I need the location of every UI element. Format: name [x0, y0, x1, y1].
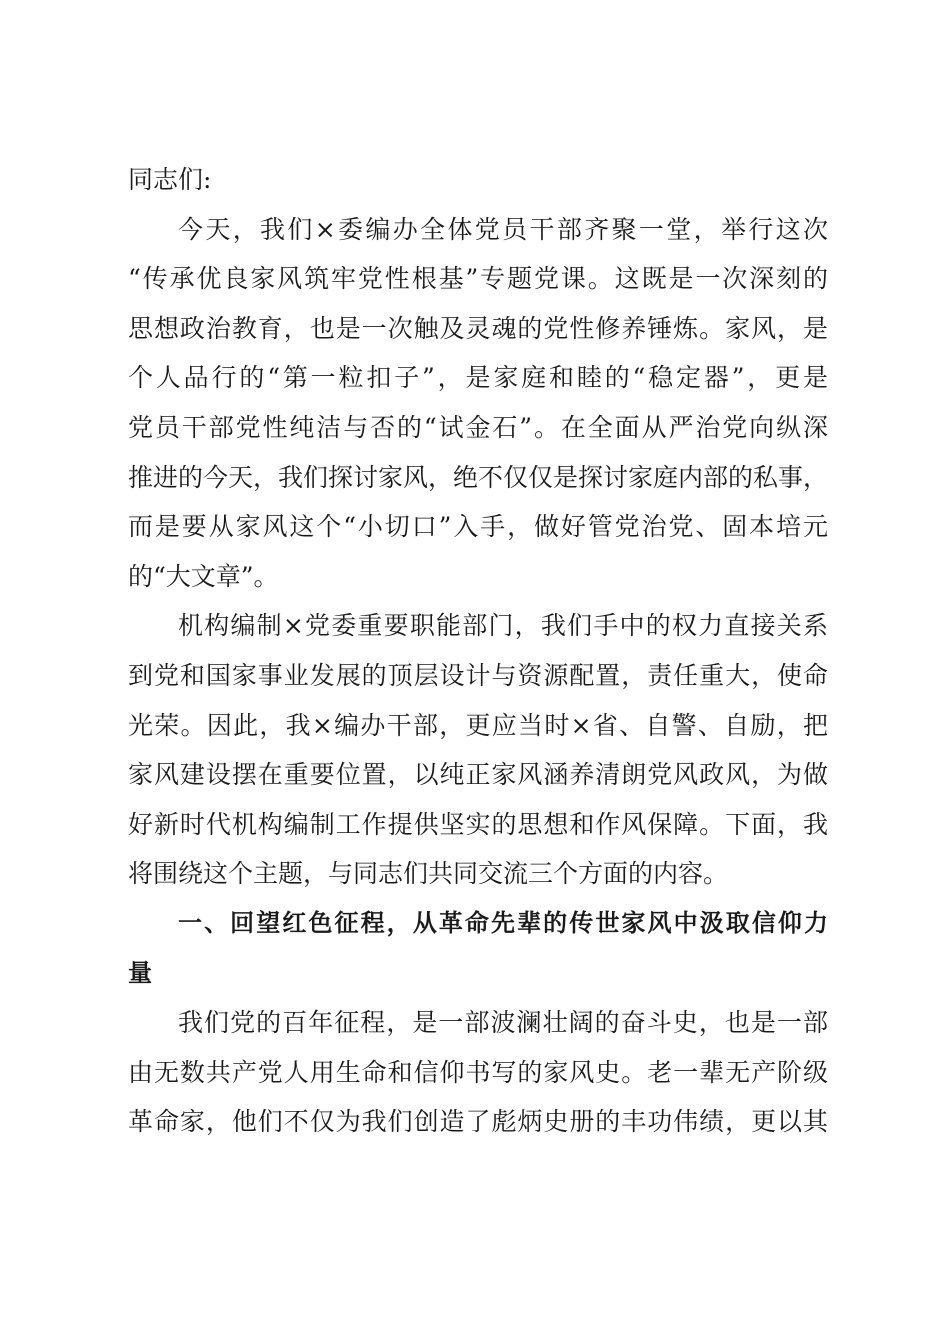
text-line: 思想政治教育，也是一次触及灵魂的党性修养锤炼。家风，是 [128, 313, 828, 343]
text-line: 我们党的百年征程，是一部波澜壮阔的奋斗史，也是一部 [178, 1008, 828, 1038]
document-body [128, 155, 828, 1147]
heading-line: 一、回望红色征程，从革命先辈的传世家风中汲取信仰力 [178, 908, 828, 937]
text-line: 个人品行的“第一粒扣子”，是家庭和睦的“稳定器”，更是 [128, 363, 828, 393]
text-line: 由无数共产党人用生命和信仰书写的家风史。老一辈无产阶级 [128, 1057, 828, 1087]
text-line: 的“大文章”。 [128, 561, 279, 591]
paragraph-1 [128, 205, 828, 602]
paragraph-2 [128, 601, 828, 899]
text-line: 好新时代机构编制工作提供坚实的思想和作风保障。下面，我 [128, 809, 828, 839]
paragraph-3 [128, 998, 828, 1147]
heading-line: 量 [128, 958, 152, 987]
text-line: 光荣。因此，我×编办干部，更应当时×省、自警、自励，把 [128, 710, 828, 740]
text-line: 推进的今天，我们探讨家风，绝不仅仅是探讨家庭内部的私事， [128, 462, 829, 492]
salutation: 同志们: [128, 165, 212, 194]
text-line: “传承优良家风筑牢党性根基”专题党课。这既是一次深刻的 [128, 264, 828, 294]
text-line: 机构编制×党委重要职能部门，我们手中的权力直接关系 [178, 611, 828, 641]
text-line: 革命家，他们不仅为我们创造了彪炳史册的丰功伟绩，更以其 [128, 1107, 828, 1137]
text-line: 党员干部党性纯洁与否的“试金石”。在全面从严治党向纵深 [128, 412, 828, 442]
text-line: 家风建设摆在重要位置，以纯正家风涵养清朗党风政风，为做 [128, 760, 828, 790]
text-line: 将围绕这个主题，与同志们共同交流三个方面的内容。 [128, 859, 729, 889]
text-line: 今天，我们×委编办全体党员干部齐聚一堂，举行这次 [178, 214, 828, 244]
section-heading [128, 899, 828, 998]
text-line: 而是要从家风这个“小切口”入手，做好管党治党、固本培元 [128, 512, 828, 542]
text-line: 到党和国家事业发展的顶层设计与资源配置，责任重大，使命 [128, 660, 828, 690]
